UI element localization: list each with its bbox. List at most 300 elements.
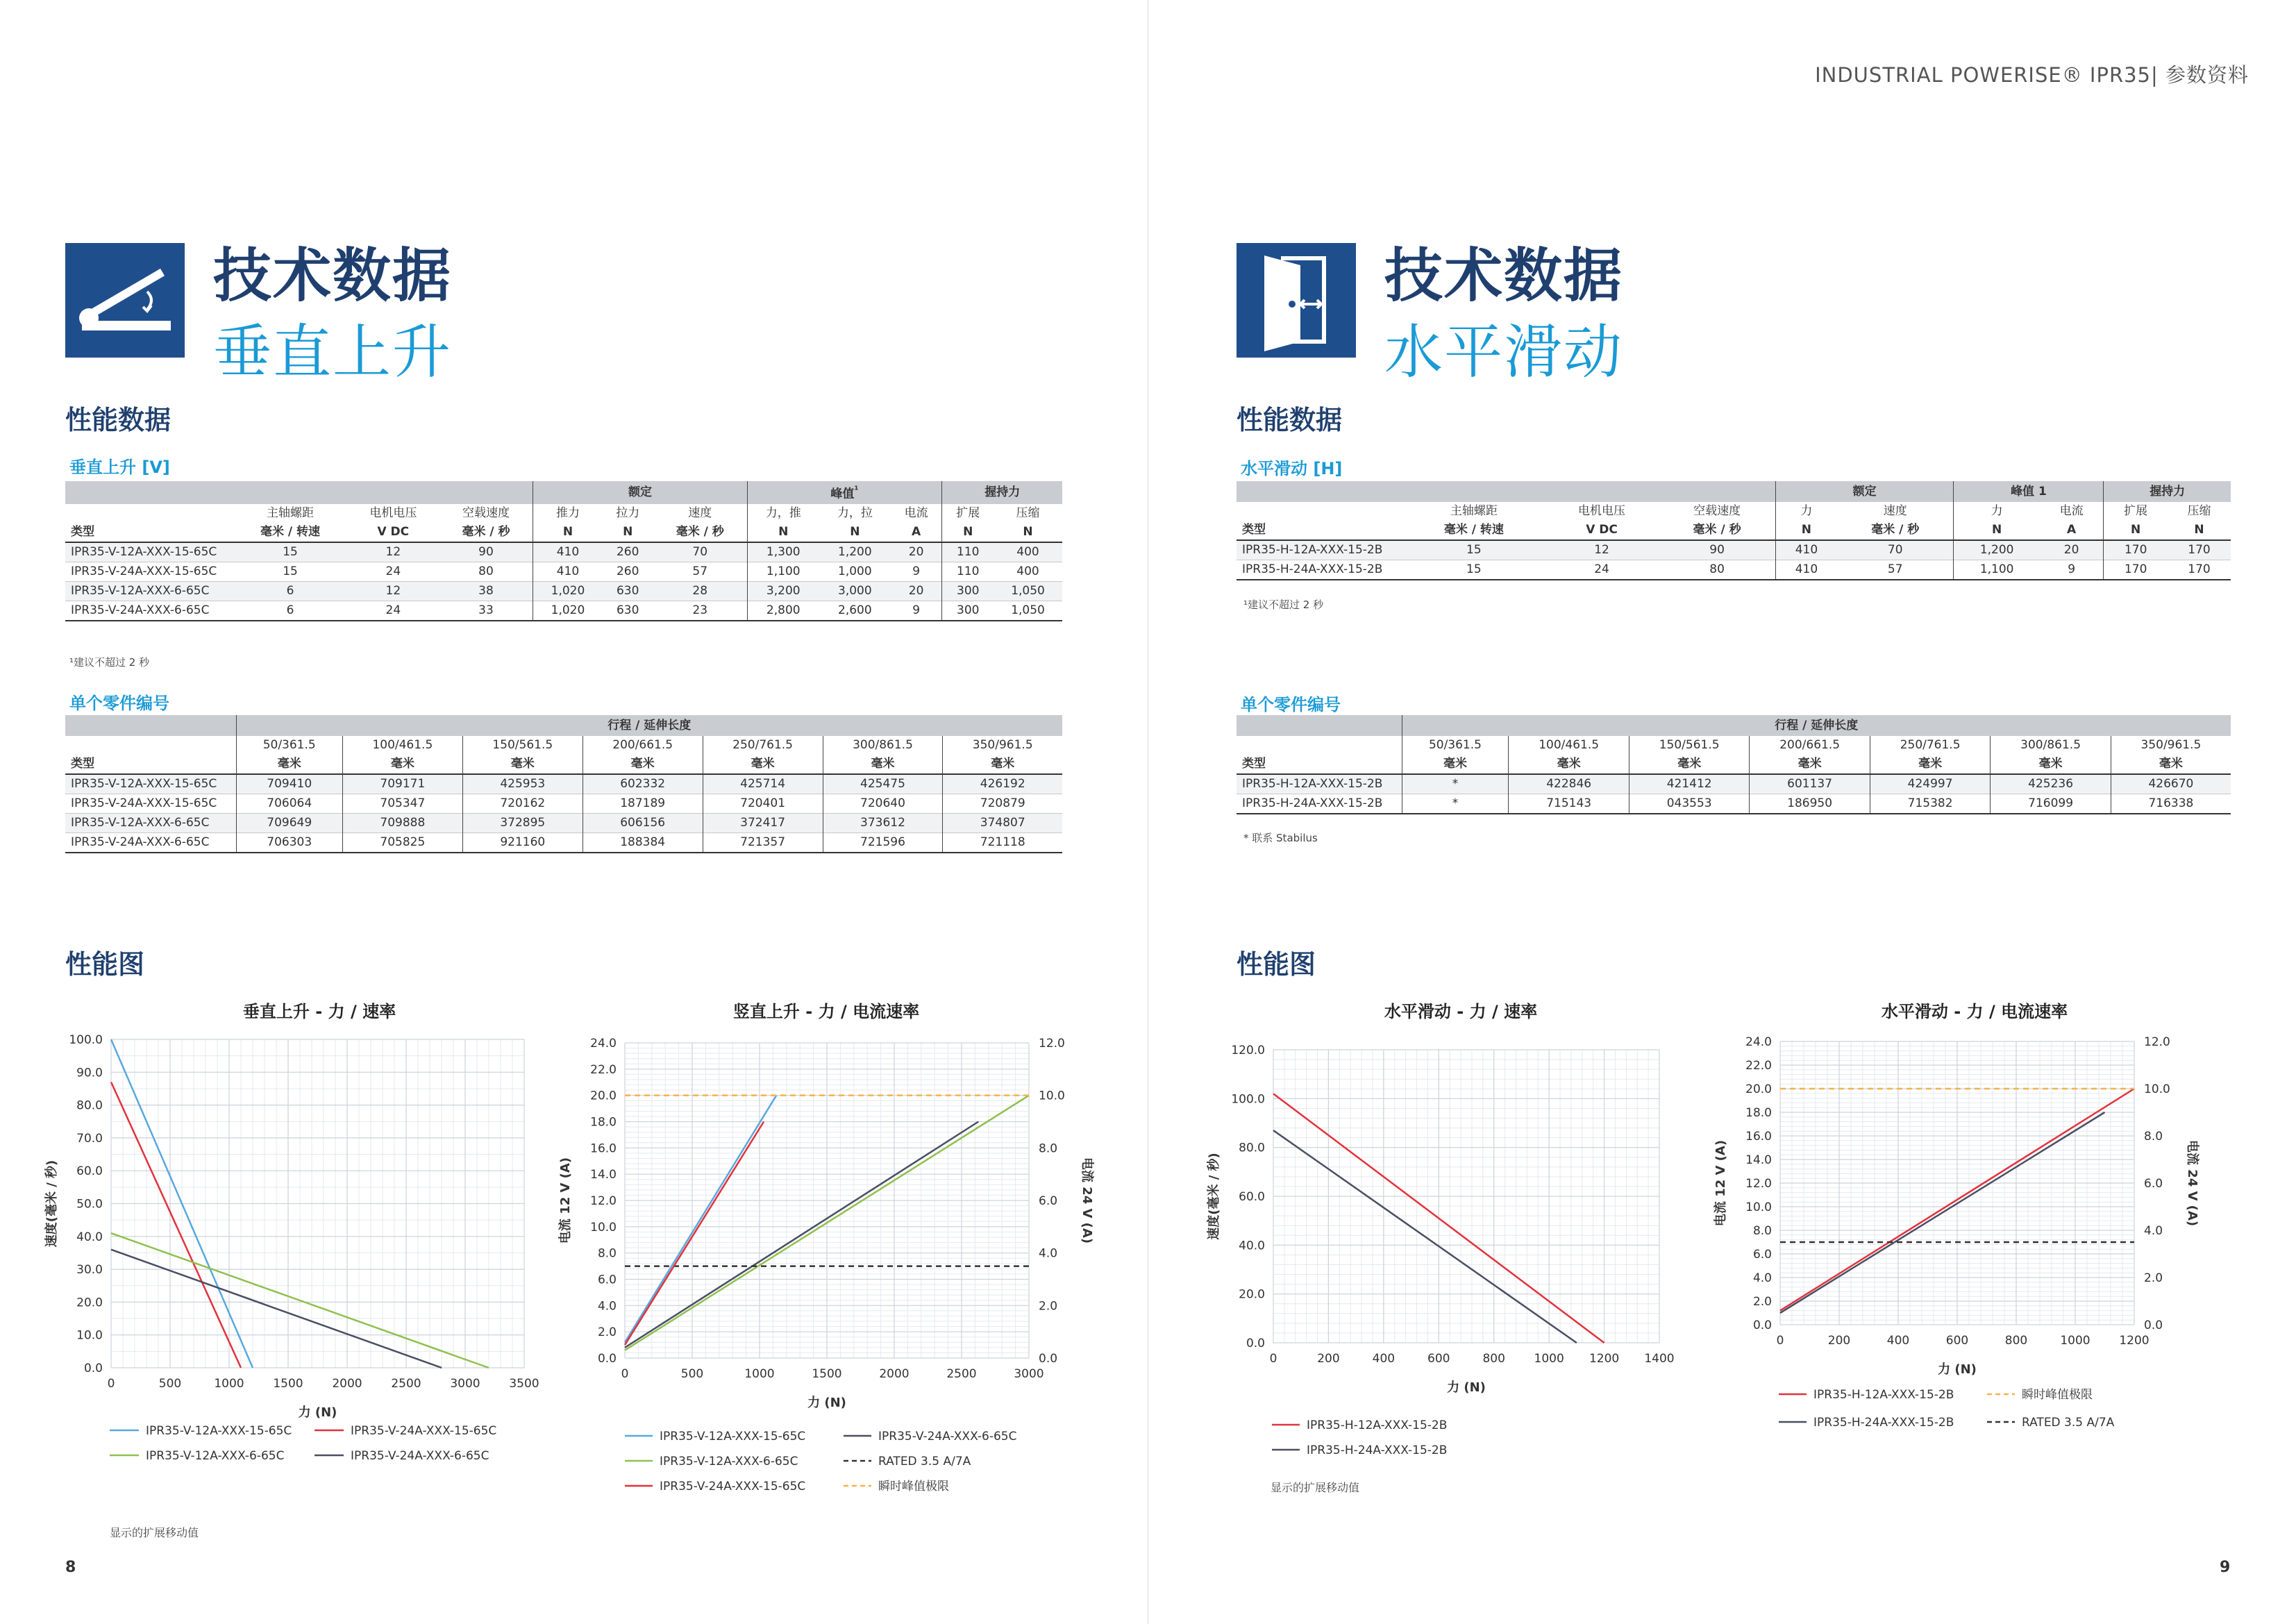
x-tick-label: 1000 (1534, 1352, 1564, 1366)
table-cell: 15 (233, 542, 347, 562)
y2-axis-label: 电流 24 V (A) (2185, 1139, 2199, 1227)
table2-caption: 单个零件编号 (1241, 695, 1341, 714)
unit-head: N (2168, 521, 2231, 540)
stroke-col: 250/761.5 (703, 736, 823, 755)
y-tick-label: 0.0 (1246, 1337, 1265, 1350)
stroke-col: 150/561.5 (1629, 736, 1749, 755)
x-tick-label: 2500 (946, 1367, 977, 1381)
y-tick-label: 18.0 (1745, 1106, 1772, 1120)
table2-footnote: * 联系 Stabilus (1243, 832, 1318, 844)
unit-head: 毫米 / 转速 (1403, 521, 1545, 540)
row-type: IPR35-V-24A-XXX-15-65C (65, 562, 233, 581)
table-cell: 709649 (236, 814, 342, 833)
table-cell: 721118 (943, 833, 1062, 853)
row-type: IPR35-V-24A-XXX-15-65C (65, 794, 236, 814)
table-row (1237, 560, 2231, 580)
y-tick-label: 40.0 (1239, 1239, 1265, 1253)
stroke-col: 300/861.5 (1991, 736, 2111, 755)
table-cell: 606156 (583, 814, 703, 833)
table-cell: 372417 (703, 814, 823, 833)
table-cell: 170 (2168, 540, 2231, 560)
legend-label: IPR35-V-24A-XXX-6-65C (878, 1430, 1017, 1443)
table-cell: 6 (233, 601, 347, 621)
unit-head: 毫米 (2111, 755, 2231, 774)
type-label: 类型 (1237, 521, 1403, 540)
table-cell: 20 (891, 542, 942, 562)
table-row (65, 814, 1062, 833)
table-cell: 705825 (342, 833, 462, 853)
series-line (1273, 1130, 1577, 1343)
table-cell: 2,600 (819, 601, 891, 621)
x-tick-label: 800 (1482, 1352, 1505, 1366)
y2-tick-label: 10.0 (2144, 1082, 2170, 1096)
table-cell: 1,300 (747, 542, 819, 562)
chart-heading: 性能图 (1237, 949, 1316, 980)
unit-head: N (942, 523, 994, 542)
table-cell: 9 (891, 562, 942, 581)
x-tick-label: 3000 (450, 1377, 480, 1391)
table-cell: 425475 (823, 774, 943, 794)
stroke-col: 150/561.5 (462, 736, 583, 755)
x-tick-label: 1200 (1589, 1352, 1620, 1366)
table-cell: 80 (439, 562, 533, 581)
table-cell: 1,200 (819, 542, 891, 562)
table-cell: 9 (2040, 560, 2104, 580)
y-tick-label: 0.0 (597, 1352, 617, 1366)
series-line (625, 1122, 764, 1346)
group-peak: 峰值$^{^1}$ (747, 481, 942, 504)
table-row (65, 601, 1062, 621)
unit-head: 毫米 / 秒 (653, 523, 747, 542)
y-tick-label: 8.0 (597, 1246, 617, 1261)
y2-tick-label: 10.0 (1039, 1089, 1065, 1103)
y-tick-label: 10.0 (76, 1328, 103, 1343)
row-type: IPR35-H-24A-XXX-15-2B (1237, 560, 1403, 580)
table-cell: 9 (891, 601, 942, 621)
chart-footnote: 显示的扩展移动值 (1271, 1481, 1360, 1494)
table-row (1237, 540, 2231, 560)
group-holding: 握持力 (942, 481, 1062, 504)
table-cell: 24 (1545, 560, 1659, 580)
table-cell: 720401 (703, 794, 823, 814)
y2-tick-label: 12.0 (2144, 1035, 2170, 1049)
stroke-col: 100/461.5 (342, 736, 462, 755)
y-tick-label: 18.0 (590, 1115, 617, 1130)
table-cell: 170 (2168, 560, 2231, 580)
table-cell: 372895 (462, 814, 583, 833)
x-axis-label: 力 (N) (1938, 1362, 1977, 1377)
y-tick-label: 20.0 (1239, 1287, 1265, 1302)
legend-label: IPR35-V-24A-XXX-15-65C (351, 1424, 497, 1438)
row-type: IPR35-V-12A-XXX-15-65C (65, 542, 233, 562)
table-cell: 716338 (2111, 794, 2231, 814)
chart-footnote: 显示的扩展移动值 (110, 1526, 199, 1539)
legend-label: IPR35-V-12A-XXX-6-65C (660, 1455, 798, 1468)
table-cell: 706064 (236, 794, 342, 814)
x-tick-label: 3000 (1014, 1367, 1044, 1381)
x-tick-label: 0 (107, 1377, 115, 1391)
table-cell: 709888 (342, 814, 462, 833)
unit-head: 毫米 (1509, 755, 1629, 774)
unit-head: 毫米 (1870, 755, 1990, 774)
legend-label: IPR35-H-24A-XXX-15-2B (1307, 1443, 1448, 1457)
table-cell: 170 (2104, 540, 2168, 560)
legend-label: IPR35-H-12A-XXX-15-2B (1813, 1388, 1954, 1402)
unit-head: 毫米 (703, 755, 823, 774)
y-tick-label: 20.0 (590, 1089, 617, 1103)
col-head: 压缩 (2187, 504, 2211, 518)
table-cell: 3,200 (747, 581, 819, 601)
table-cell: 110 (942, 542, 994, 562)
x-tick-label: 2000 (332, 1377, 362, 1391)
y-tick-label: 40.0 (76, 1230, 103, 1244)
row-type: IPR35-V-24A-XXX-6-65C (65, 833, 236, 853)
row-type: IPR35-V-24A-XXX-6-65C (65, 601, 233, 621)
unit-head: 毫米 (823, 755, 943, 774)
legend-label: IPR35-V-12A-XXX-15-65C (146, 1424, 292, 1438)
col-head: 空载速度 (1693, 504, 1741, 518)
table-cell: 1,200 (1954, 540, 2040, 560)
group-peak: 峰值 1 (1954, 481, 2104, 502)
table-cell: 260 (603, 562, 653, 581)
table-row (65, 794, 1062, 814)
x-tick-label: 0 (1776, 1334, 1784, 1348)
y-tick-label: 20.0 (76, 1296, 103, 1310)
table-cell: 410 (1775, 560, 1837, 580)
x-tick-label: 400 (1886, 1334, 1910, 1348)
col-head: 压缩 (1016, 505, 1040, 520)
x-tick-label: 400 (1372, 1352, 1396, 1366)
vertical-lift-icon (65, 243, 185, 358)
col-head: 速度 (688, 505, 712, 520)
part-number-table (65, 715, 1062, 853)
col-head: 力，拉 (837, 505, 873, 520)
y-tick-label: 10.0 (1745, 1200, 1772, 1214)
y2-tick-label: 8.0 (2144, 1130, 2163, 1144)
table-cell: 705347 (342, 794, 462, 814)
y-tick-label: 80.0 (76, 1098, 103, 1113)
type-label: 类型 (65, 755, 236, 774)
stroke-col: 200/661.5 (1750, 736, 1870, 755)
chart-title: 水平滑动 - 力 / 速率 (1384, 1002, 1538, 1021)
y2-tick-label: 2.0 (1039, 1299, 1058, 1314)
table-cell: 1,100 (747, 562, 819, 581)
chart-horizontal-force-current (1697, 1000, 2266, 1486)
col-head: 力 (1954, 502, 2040, 521)
x-tick-label: 200 (1827, 1334, 1851, 1348)
y-axis-label: 电流 12 V (A) (558, 1157, 573, 1244)
table-cell: 373612 (823, 814, 943, 833)
y-tick-label: 16.0 (1745, 1130, 1772, 1144)
performance-data-heading: 性能数据 (65, 405, 171, 435)
performance-table (65, 481, 1062, 621)
y-tick-label: 12.0 (590, 1194, 617, 1208)
stroke-group: 行程 / 延伸长度 (1402, 715, 2231, 736)
legend-label: IPR35-V-12A-XXX-15-65C (660, 1430, 806, 1443)
table-cell: 630 (603, 601, 653, 621)
y-tick-label: 90.0 (76, 1066, 103, 1080)
y-tick-label: 24.0 (590, 1037, 617, 1050)
y-tick-label: 6.0 (597, 1273, 617, 1287)
table-cell: 70 (653, 542, 747, 562)
table-cell: 90 (1659, 540, 1775, 560)
part-number-table (1237, 715, 2231, 814)
y-tick-label: 14.0 (1745, 1153, 1772, 1167)
y2-tick-label: 12.0 (1039, 1037, 1065, 1050)
col-head: 扩展 (942, 504, 994, 523)
unit-head: V DC (347, 523, 439, 542)
series-line (111, 1082, 241, 1368)
unit-head: N (2104, 521, 2168, 540)
row-type: IPR35-H-12A-XXX-15-2B (1237, 774, 1402, 794)
unit-head: 毫米 (1629, 755, 1749, 774)
y-tick-label: 16.0 (590, 1141, 617, 1156)
y-tick-label: 4.0 (597, 1299, 617, 1314)
page-title: 技术数据 (213, 242, 453, 310)
y2-tick-label: 4.0 (1039, 1246, 1058, 1261)
x-axis-label: 力 (N) (1447, 1380, 1486, 1395)
y2-tick-label: 0.0 (2144, 1319, 2163, 1332)
table-cell: 70 (1837, 540, 1954, 560)
x-tick-label: 1000 (2060, 1334, 2090, 1348)
table1-caption: 水平滑动 [H] (1241, 459, 1343, 478)
unit-head: 毫米 (943, 755, 1062, 774)
table-cell: 170 (2104, 560, 2168, 580)
y-tick-label: 20.0 (1745, 1082, 1772, 1096)
col-head: 力 (1775, 502, 1837, 521)
legend-label: IPR35-H-12A-XXX-15-2B (1307, 1418, 1448, 1432)
y-tick-label: 60.0 (76, 1164, 103, 1179)
y-tick-label: 6.0 (1752, 1248, 1772, 1262)
stroke-col: 350/961.5 (2111, 736, 2231, 755)
table-cell: 300 (942, 601, 994, 621)
col-head: 电机电压 (369, 505, 417, 520)
chart-title: 垂直上升 - 力 / 速率 (242, 1002, 396, 1021)
table-cell: 715143 (1509, 794, 1629, 814)
x-tick-label: 0 (1269, 1352, 1277, 1366)
y-tick-label: 30.0 (76, 1263, 103, 1278)
table-cell: 12 (347, 542, 439, 562)
table-cell: 706303 (236, 833, 342, 853)
col-head: 推力 (533, 504, 603, 523)
group-rated: 额定 (533, 481, 747, 504)
chart-vertical-force-current (542, 1000, 1118, 1514)
row-type: IPR35-H-24A-XXX-15-2B (1237, 794, 1402, 814)
table-cell: 709171 (342, 774, 462, 794)
y2-tick-label: 6.0 (1039, 1194, 1058, 1208)
table-cell: 410 (533, 562, 603, 581)
table-cell: 720162 (462, 794, 583, 814)
x-tick-label: 3500 (509, 1377, 539, 1391)
chart-title: 水平滑动 - 力 / 电流速率 (1881, 1002, 2068, 1021)
y-tick-label: 4.0 (1752, 1271, 1772, 1285)
x-tick-label: 1200 (2119, 1334, 2150, 1348)
table-cell: 424997 (1870, 774, 1990, 794)
unit-head: 毫米 (236, 755, 342, 774)
row-type: IPR35-V-12A-XXX-6-65C (65, 581, 233, 601)
y-tick-label: 22.0 (1745, 1059, 1772, 1073)
row-type: IPR35-V-12A-XXX-6-65C (65, 814, 236, 833)
y-tick-label: 10.0 (590, 1220, 617, 1234)
table1-footnote: ¹建议不超过 2 秒 (1243, 598, 1324, 611)
table-cell: 2,800 (747, 601, 819, 621)
table-cell: 1,020 (533, 601, 603, 621)
table-cell: 410 (1775, 540, 1837, 560)
table-cell: 20 (891, 581, 942, 601)
x-axis-label: 力 (N) (298, 1405, 337, 1420)
table-cell: 6 (233, 581, 347, 601)
unit-head: 毫米 / 转速 (233, 523, 347, 542)
performance-table (1237, 481, 2231, 580)
unit-head: 毫米 (462, 755, 583, 774)
y-tick-label: 0.0 (1752, 1319, 1772, 1332)
y-tick-label: 8.0 (1752, 1224, 1772, 1238)
legend-label: 瞬时峰值极限 (878, 1480, 949, 1493)
stroke-col: 250/761.5 (1870, 736, 1990, 755)
table-cell: 043553 (1629, 794, 1749, 814)
horizontal-slide-door-icon (1237, 243, 1356, 358)
table-cell: 23 (653, 601, 747, 621)
y-tick-label: 2.0 (1752, 1295, 1772, 1309)
table-row (65, 562, 1062, 581)
table-cell: 721357 (703, 833, 823, 853)
table-cell: * (1402, 794, 1509, 814)
table-cell: 426192 (943, 774, 1062, 794)
table-cell: 422846 (1509, 774, 1629, 794)
unit-head: 毫米 / 秒 (1659, 521, 1775, 540)
y-tick-label: 24.0 (1745, 1035, 1772, 1049)
table-cell: 28 (653, 581, 747, 601)
x-tick-label: 0 (621, 1367, 629, 1381)
table-cell: 425236 (1991, 774, 2111, 794)
y-tick-label: 100.0 (1231, 1092, 1265, 1107)
unit-head: 毫米 (1991, 755, 2111, 774)
table-cell: 720640 (823, 794, 943, 814)
table-cell: 721596 (823, 833, 943, 853)
table-cell: 80 (1659, 560, 1775, 580)
table-row (65, 833, 1062, 853)
table-cell: 3,000 (819, 581, 891, 601)
table-cell: 15 (233, 562, 347, 581)
performance-data-heading: 性能数据 (1237, 405, 1343, 435)
table-cell: 716099 (1991, 794, 2111, 814)
table-cell: 426670 (2111, 774, 2231, 794)
table-row (1237, 774, 2231, 794)
x-tick-label: 1400 (1644, 1352, 1675, 1366)
table-row (65, 774, 1062, 794)
legend-label: IPR35-V-12A-XXX-6-65C (146, 1449, 285, 1463)
x-tick-label: 500 (680, 1367, 704, 1381)
chart-vertical-force-speed (28, 1000, 555, 1541)
table-cell: 12 (1545, 540, 1659, 560)
table-cell: 12 (347, 581, 439, 601)
table-cell: 421412 (1629, 774, 1749, 794)
legend-label: RATED 3.5 A/7A (2022, 1416, 2115, 1430)
unit-head: N (819, 523, 891, 542)
x-tick-label: 600 (1427, 1352, 1450, 1366)
page-subtitle: 垂直上升 (213, 318, 453, 386)
chart-heading: 性能图 (65, 949, 145, 980)
table-cell: 1,050 (994, 581, 1062, 601)
unit-head: N (603, 523, 653, 542)
table-cell: 187189 (583, 794, 703, 814)
unit-head: A (891, 523, 942, 542)
col-head: 速度 (1883, 504, 1907, 518)
table-cell: 260 (603, 542, 653, 562)
stroke-col: 50/361.5 (1402, 736, 1509, 755)
stroke-col: 350/961.5 (943, 736, 1062, 755)
x-axis-label: 力 (N) (807, 1396, 846, 1410)
table-cell: 300 (942, 581, 994, 601)
stroke-col: 200/661.5 (583, 736, 703, 755)
y-tick-label: 12.0 (1745, 1177, 1772, 1191)
series-line (1780, 1112, 2105, 1313)
stroke-col: 100/461.5 (1509, 736, 1629, 755)
x-tick-label: 2000 (879, 1367, 910, 1381)
legend-label: RATED 3.5 A/7A (878, 1455, 971, 1468)
y2-tick-label: 2.0 (2144, 1271, 2163, 1285)
page-title: 技术数据 (1384, 242, 1624, 310)
x-tick-label: 500 (158, 1377, 182, 1391)
col-head: 扩展 (2104, 502, 2168, 521)
unit-head: 毫米 (1750, 755, 1870, 774)
y2-axis-label: 电流 24 V (A) (1080, 1157, 1094, 1244)
page-subtitle: 水平滑动 (1384, 318, 1624, 386)
page-number: 8 (65, 1559, 76, 1576)
y-tick-label: 70.0 (76, 1131, 103, 1146)
y-tick-label: 2.0 (597, 1325, 617, 1340)
x-tick-label: 800 (2004, 1334, 2028, 1348)
table-cell: 400 (994, 542, 1062, 562)
table-cell: 38 (439, 581, 533, 601)
stroke-col: 50/361.5 (236, 736, 342, 755)
unit-head: N (1954, 521, 2040, 540)
y-axis-label: 电流 12 V (A) (1713, 1139, 1728, 1227)
table-row (65, 542, 1062, 562)
unit-head: N (1775, 521, 1837, 540)
table-cell: 57 (653, 562, 747, 581)
table-cell: 20 (2040, 540, 2104, 560)
col-head: 空载速度 (462, 505, 510, 520)
unit-head: N (994, 523, 1062, 542)
x-tick-label: 1500 (812, 1367, 842, 1381)
table-row (1237, 794, 2231, 814)
x-tick-label: 600 (1945, 1334, 1969, 1348)
table-cell: 715382 (1870, 794, 1990, 814)
unit-head: 毫米 / 秒 (1837, 521, 1954, 540)
x-tick-label: 1000 (744, 1367, 775, 1381)
unit-head: 毫米 (583, 755, 703, 774)
table-cell: 188384 (583, 833, 703, 853)
table2-caption: 单个零件编号 (69, 694, 169, 713)
table-cell: 1,020 (533, 581, 603, 601)
group-holding: 握持力 (2104, 481, 2231, 502)
table-cell: 602332 (583, 774, 703, 794)
chart-horizontal-force-speed (1204, 1000, 1732, 1527)
x-tick-label: 1000 (214, 1377, 244, 1391)
table-cell: 24 (347, 601, 439, 621)
table-cell: 425953 (462, 774, 583, 794)
x-tick-label: 1500 (273, 1377, 303, 1391)
table-cell: 410 (533, 542, 603, 562)
row-type: IPR35-H-12A-XXX-15-2B (1237, 540, 1403, 560)
table-cell: 24 (347, 562, 439, 581)
y-tick-label: 60.0 (1239, 1190, 1265, 1204)
legend-label: 瞬时峰值极限 (2022, 1388, 2093, 1402)
col-head: 主轴螺距 (1450, 504, 1498, 518)
table-cell: 720879 (943, 794, 1062, 814)
y2-tick-label: 4.0 (2144, 1224, 2163, 1238)
